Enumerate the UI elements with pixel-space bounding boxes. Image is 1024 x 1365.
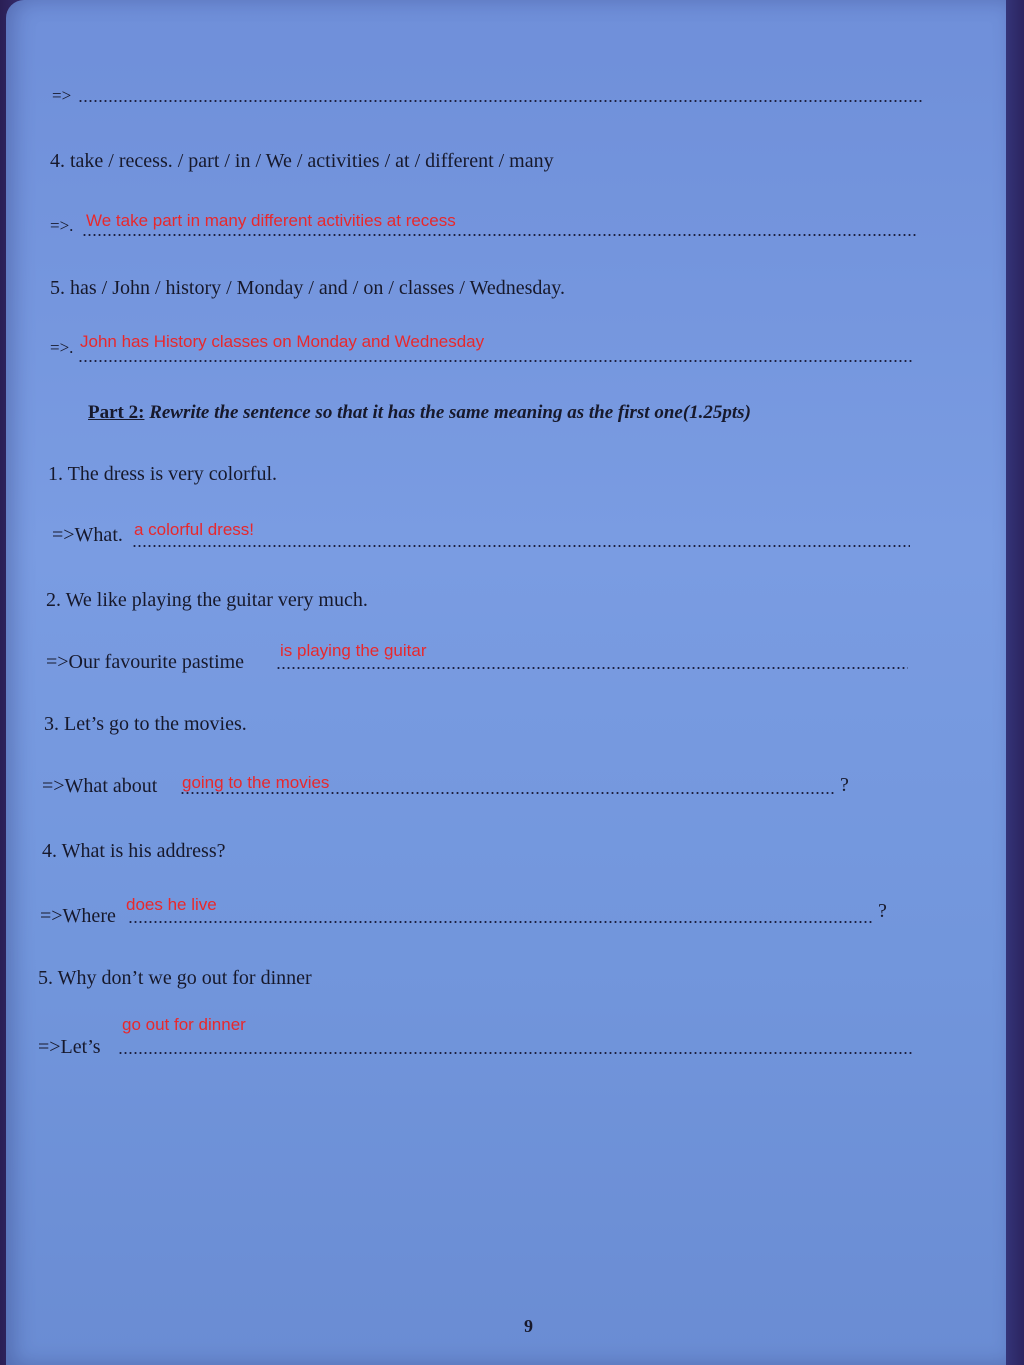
p2-q5-prompt: 5. Why don’t we go out for dinner [38,967,312,989]
q4-answer-prefix: =>. [50,216,74,235]
page-number: 9 [524,1316,533,1336]
q5-prompt: 5. has / John / history / Monday / and / on / classes / Wednesday. [50,277,565,299]
q4-answer-line [82,234,918,236]
p2-q3-suffix: ? [840,774,849,796]
p2-q4-prefix: =>Where [40,905,116,927]
p2-q3-prefix: =>What about [42,775,158,797]
p2-q4-answer-line [128,921,874,923]
part2-instruction: Rewrite the sentence so that it has the same meaning as the first one(1.25pts) [149,402,751,423]
p2-q3-answer-line [180,792,836,794]
q5-answer: John has History classes on Monday and Wednesday [80,332,485,351]
p2-q1-prefix: =>What. [52,524,123,546]
p2-q4-prompt: 4. What is his address? [42,840,226,862]
worksheet-page [6,0,1006,1365]
p2-q3-answer: going to the movies [182,773,330,792]
p2-q4-answer: does he live [126,895,217,914]
p2-q2-prompt: 2. We like playing the guitar very much. [46,589,368,611]
p2-q1-prompt: 1. The dress is very colorful. [48,463,278,485]
p2-q3-prompt: 3. Let’s go to the movies. [44,713,247,735]
q5-answer-line [78,360,912,362]
p2-q1-answer: a colorful dress! [134,520,254,539]
p2-q5-answer: go out for dinner [122,1015,246,1034]
p2-q2-answer-line [276,667,908,669]
q3-answer-prefix: => [52,86,72,105]
part2-label: Part 2: [88,402,145,423]
p2-q5-answer-line [118,1052,914,1054]
part2-heading [88,402,751,424]
q5-answer-prefix: =>. [50,338,74,357]
p2-q4-suffix: ? [878,900,887,922]
p2-q2-answer: is playing the guitar [280,641,427,660]
q3-answer-line [78,100,924,102]
p2-q5-prefix: =>Let’s [38,1036,101,1058]
q4-answer: We take part in many different activities at recess [86,211,456,230]
q4-prompt: 4. take / recess. / part / in / We / activities / at / different / many [50,150,554,172]
p2-q1-answer-line [132,545,910,547]
p2-q2-prefix: =>Our favourite pastime [46,651,245,673]
